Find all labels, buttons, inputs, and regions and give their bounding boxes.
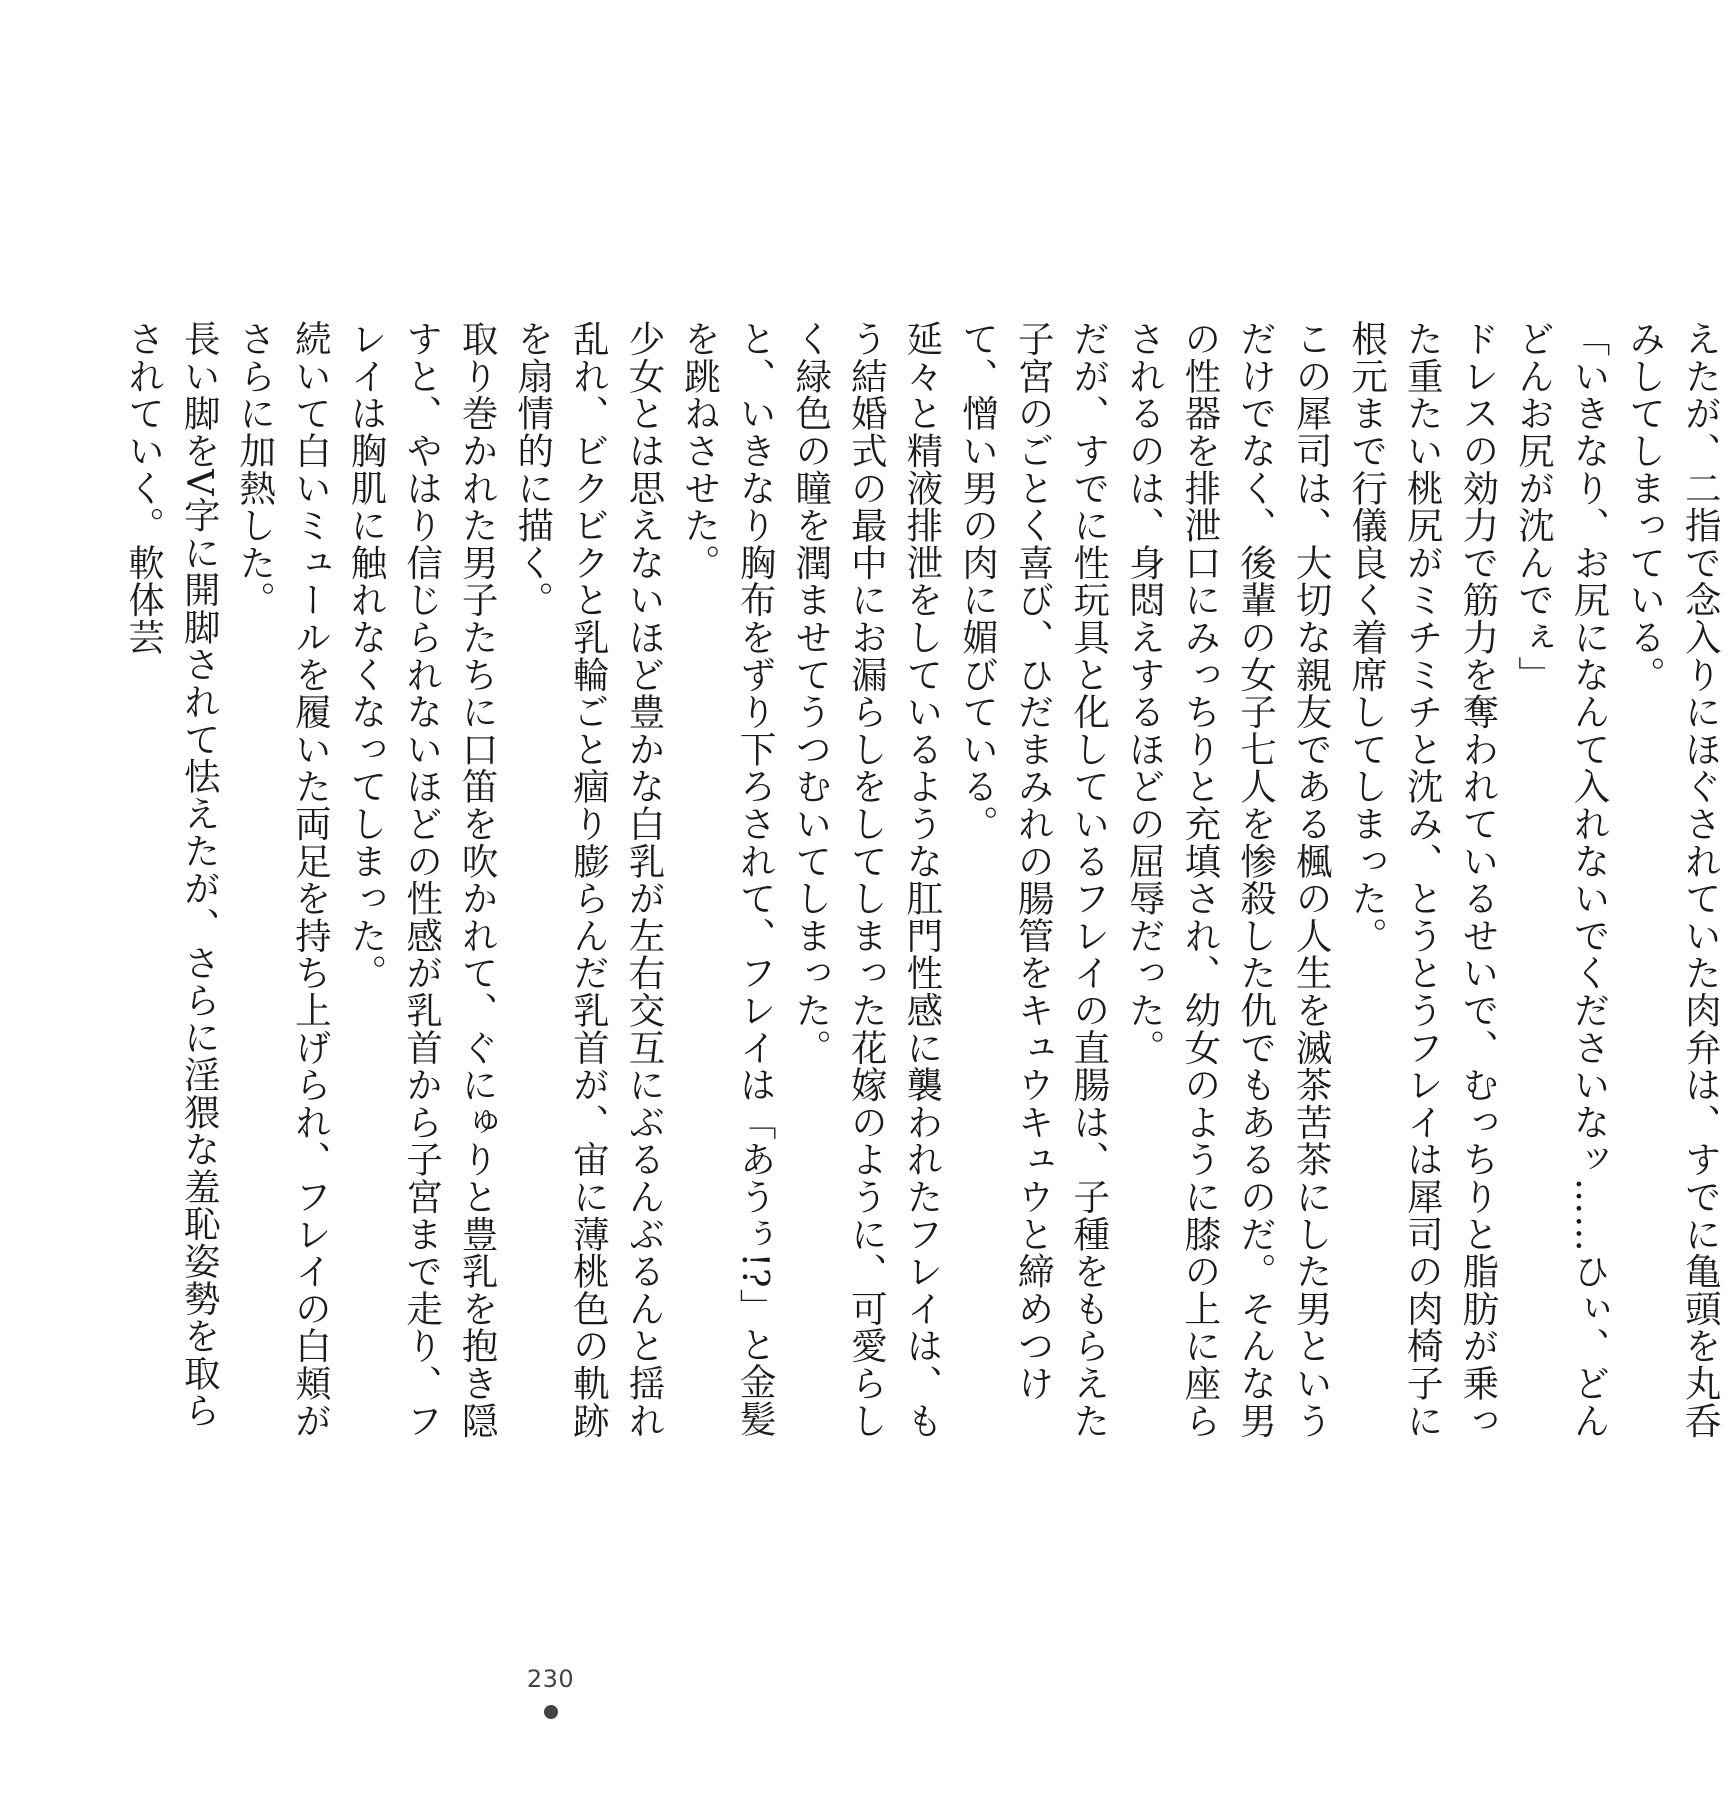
paragraph: 延々と精液排泄をしているような肛門性感に襲われたフレイは、もう結婚式の最中にお漏らしをしてしまった花嫁のように、可愛らしく緑色の瞳を潤ませてうつむいてしまった。 xyxy=(789,320,944,1439)
paragraph: だが、すでに性玩具と化しているフレイの直腸は、子種をもらえた子宮のごとく喜び、ひだまみれの腸管をキュウキュウと締めつけて、憎い男の肉に媚びている。 xyxy=(956,320,1111,1439)
paragraph: ドレスの効力で筋力を奪われているせいで、むっちりと脂肪が乗った重たい桃尻がミチミチと沈み、とうとうフレイは犀司の肉椅子に根元まで行儀良く着席してしまった。 xyxy=(1345,320,1500,1439)
paragraph: えたが、二指で念入りにほぐされていた肉弁は、すでに亀頭を丸呑みしてしまっている。 xyxy=(1623,320,1723,1439)
paragraph: 長い脚をV字に開脚されて怯えたが、さらに淫猥な羞恥姿勢を取らされていく。軟体芸 xyxy=(122,320,222,1429)
paragraph: この犀司は、大切な親友である楓の人生を滅茶苦茶にした男というだけでなく、後輩の女子七人を惨殺した仇でもあるのだ。そんな男の性器を排泄口にみっちりと充填され、幼女のように膝の上に座らされるのは、身悶えするほどの屈辱だった。 xyxy=(1123,320,1334,1439)
page-body xyxy=(116,320,1723,1490)
page-number: 230 xyxy=(526,1665,575,1693)
paragraph: 取り巻かれた男子たちに口笛を吹かれて、ぐにゅりと豊乳を抱き隠すと、やはり信じられないほどの性感が乳首から子宮まで走り、フレイは胸肌に触れなくなってしまった。 xyxy=(344,320,500,1439)
paragraph: 続いて白いミュールを履いた両足を持ち上げられ、フレイの白頬がさらに加熱した。 xyxy=(233,320,333,1439)
paragraph: 「いきなり、お尻になんて入れないでくださいなッ……ひぃ、どんどんお尻が沈んでぇ」 xyxy=(1512,320,1612,1439)
page-dot-icon xyxy=(544,1705,558,1719)
paragraph: と、いきなり胸布をずり下ろされて、フレイは「あうぅ!?」と金髪を跳ねさせた。 xyxy=(678,320,778,1438)
paragraph: 少女とは思えないほど豊かな白乳が左右交互にぶるんぶるんと揺れ乱れ、ビクビクと乳輪ごと痼り膨らんだ乳首が、宙に薄桃色の軌跡を扇情的に描く。 xyxy=(511,320,666,1439)
page-footer xyxy=(0,1665,1101,1719)
body-text xyxy=(116,320,1728,1460)
